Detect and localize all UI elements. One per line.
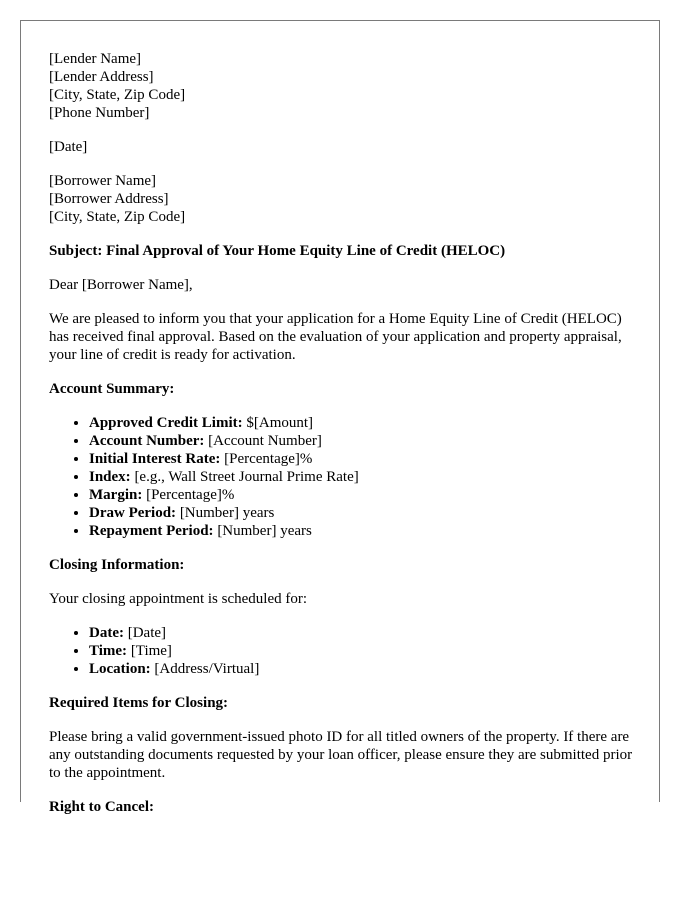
salutation: Dear [Borrower Name], — [49, 277, 193, 293]
list-item — [89, 522, 639, 540]
lender-address: [Lender Address] — [49, 69, 154, 85]
item-label: Draw Period: — [89, 505, 177, 521]
item-value: [Account Number] — [204, 433, 322, 449]
item-label: Approved Credit Limit: — [89, 415, 243, 431]
right-to-cancel-heading: Right to Cancel: — [49, 799, 154, 815]
item-value: [Percentage]% — [142, 487, 235, 503]
borrower-block — [49, 172, 639, 226]
item-value: [Number] years — [213, 523, 312, 539]
item-value: [Number] years — [176, 505, 275, 521]
subject-line: Subject: Final Approval of Your Home Equity Line of Credit (HELOC) — [49, 243, 506, 259]
item-label: Location: — [89, 661, 151, 677]
item-label: Date: — [89, 625, 124, 641]
item-label: Time: — [89, 643, 128, 659]
item-value: [e.g., Wall Street Journal Prime Rate] — [130, 469, 359, 485]
list-item — [89, 504, 639, 522]
closing-info-list — [49, 624, 639, 678]
closing-info-text: Your closing appointment is scheduled for: — [49, 591, 308, 607]
lender-block — [49, 50, 639, 122]
item-value: [Time] — [127, 643, 172, 659]
item-value: $[Amount] — [242, 415, 314, 431]
list-item — [89, 450, 639, 468]
list-item — [89, 432, 639, 450]
item-label: Repayment Period: — [89, 523, 214, 539]
borrower-address: [Borrower Address] — [49, 191, 169, 207]
list-item — [89, 624, 639, 642]
lender-name: [Lender Name] — [49, 51, 142, 67]
account-summary-heading: Account Summary: — [49, 381, 175, 397]
intro-paragraph: We are pleased to inform you that your application for a Home Equity Line of Credit (HELOC) has received final approval. Based on the evaluation of your application and property appraisal, your line of credit is ready for activation. — [49, 311, 622, 363]
lender-city-state-zip: [City, State, Zip Code] — [49, 87, 186, 103]
required-items-text: Please bring a valid government-issued photo ID for all titled owners of the property. If there are any outstanding documents requested by your loan officer, please ensure they are submitted prior to the appointment. — [49, 729, 633, 781]
item-label: Margin: — [89, 487, 143, 503]
item-label: Initial Interest Rate: — [89, 451, 221, 467]
lender-phone: [Phone Number] — [49, 105, 150, 121]
list-item — [89, 414, 639, 432]
required-items-heading: Required Items for Closing: — [49, 695, 229, 711]
item-label: Account Number: — [89, 433, 205, 449]
item-value: [Percentage]% — [220, 451, 313, 467]
list-item — [89, 660, 639, 678]
closing-info-heading: Closing Information: — [49, 557, 185, 573]
item-value: [Date] — [123, 625, 167, 641]
list-item — [89, 468, 639, 486]
list-item — [89, 486, 639, 504]
borrower-city-state-zip: [City, State, Zip Code] — [49, 209, 186, 225]
borrower-name: [Borrower Name] — [49, 173, 157, 189]
item-value: [Address/Virtual] — [150, 661, 260, 677]
letter-date: [Date] — [49, 139, 88, 155]
item-label: Index: — [89, 469, 131, 485]
list-item — [89, 642, 639, 660]
letter-content — [49, 50, 639, 832]
letter-page — [20, 20, 660, 815]
account-summary-list — [49, 414, 639, 540]
